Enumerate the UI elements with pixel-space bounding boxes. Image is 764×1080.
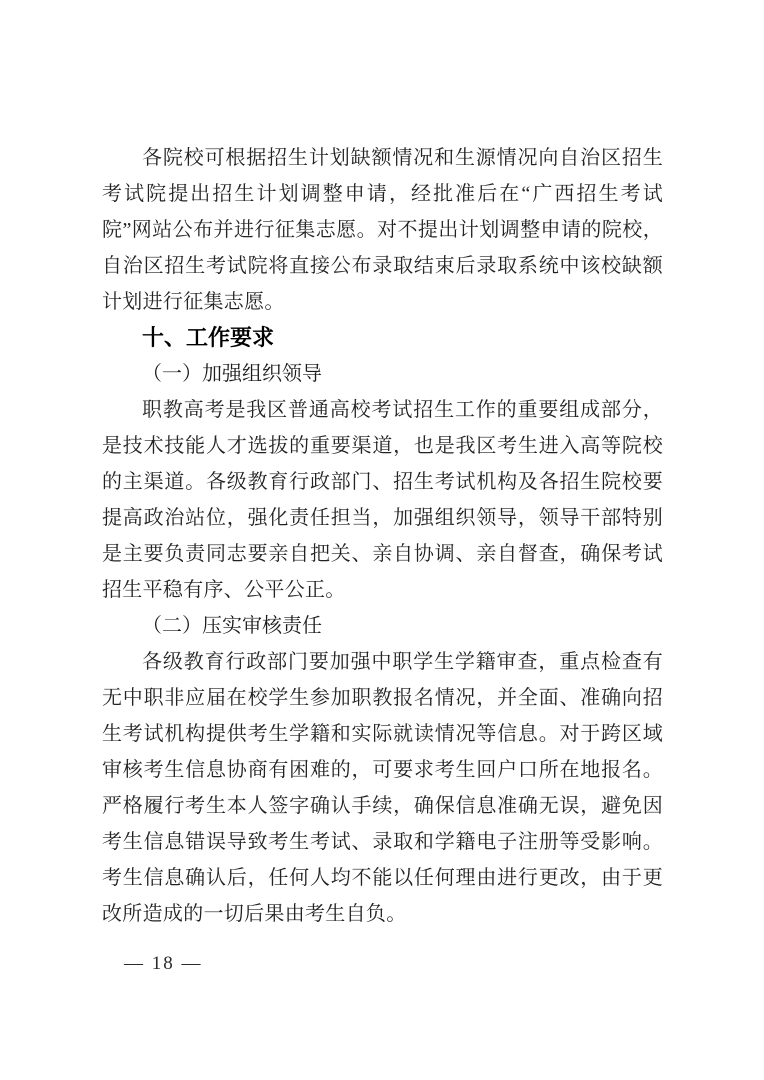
subsection-heading-strengthen-leadership: （一）加强组织领导	[142, 363, 322, 385]
paragraph-student-status-review: 各级教育行政部门要加强中职学生学籍审查，重点检查有无中职非应届在校学生参加职教报名情况，并全面、准确向招生考试机构提供考生学籍和实际就读情况等信息。对于跨区域审核考生信息协商有困难的，可要求考生回户口所在地报名。严格履行考生本人签字确认手续，确保信息准确无误，避免因考生信息错误导致考生考试、录取和学籍电子注册等受影响。考生信息确认后，任何人均不能以任何理由进行更改，由于更改所造成的一切后果由考生自负。	[102, 651, 663, 925]
page-number: — 18 —	[124, 953, 203, 974]
section-heading-work-requirements: 十、工作要求	[142, 325, 275, 350]
paragraph-plan-adjustment: 各院校可根据招生计划缺额情况和生源情况向自治区招生考试院提出招生计划调整申请，经批准后在“广西招生考试院”网站公布并进行征集志愿。对不提出计划调整申请的院校，自治区招生考试院将直接公布录取结束后录取系统中该校缺额计划进行征集志愿。	[102, 147, 663, 313]
subsection-heading-audit-responsibility: （二）压实审核责任	[142, 615, 322, 637]
paragraph-vocational-exam-importance: 职教高考是我区普通高校考试招生工作的重要组成部分，是技术技能人才选拔的重要渠道，也是我区考生进入高等院校的主渠道。各级教育行政部门、招生考试机构及各招生院校要提高政治站位，强化责任担当，加强组织领导，领导干部特别是主要负责同志要亲自把关、亲自协调、亲自督查，确保考试招生平稳有序、公平公正。	[102, 399, 663, 601]
document-content	[102, 140, 663, 932]
